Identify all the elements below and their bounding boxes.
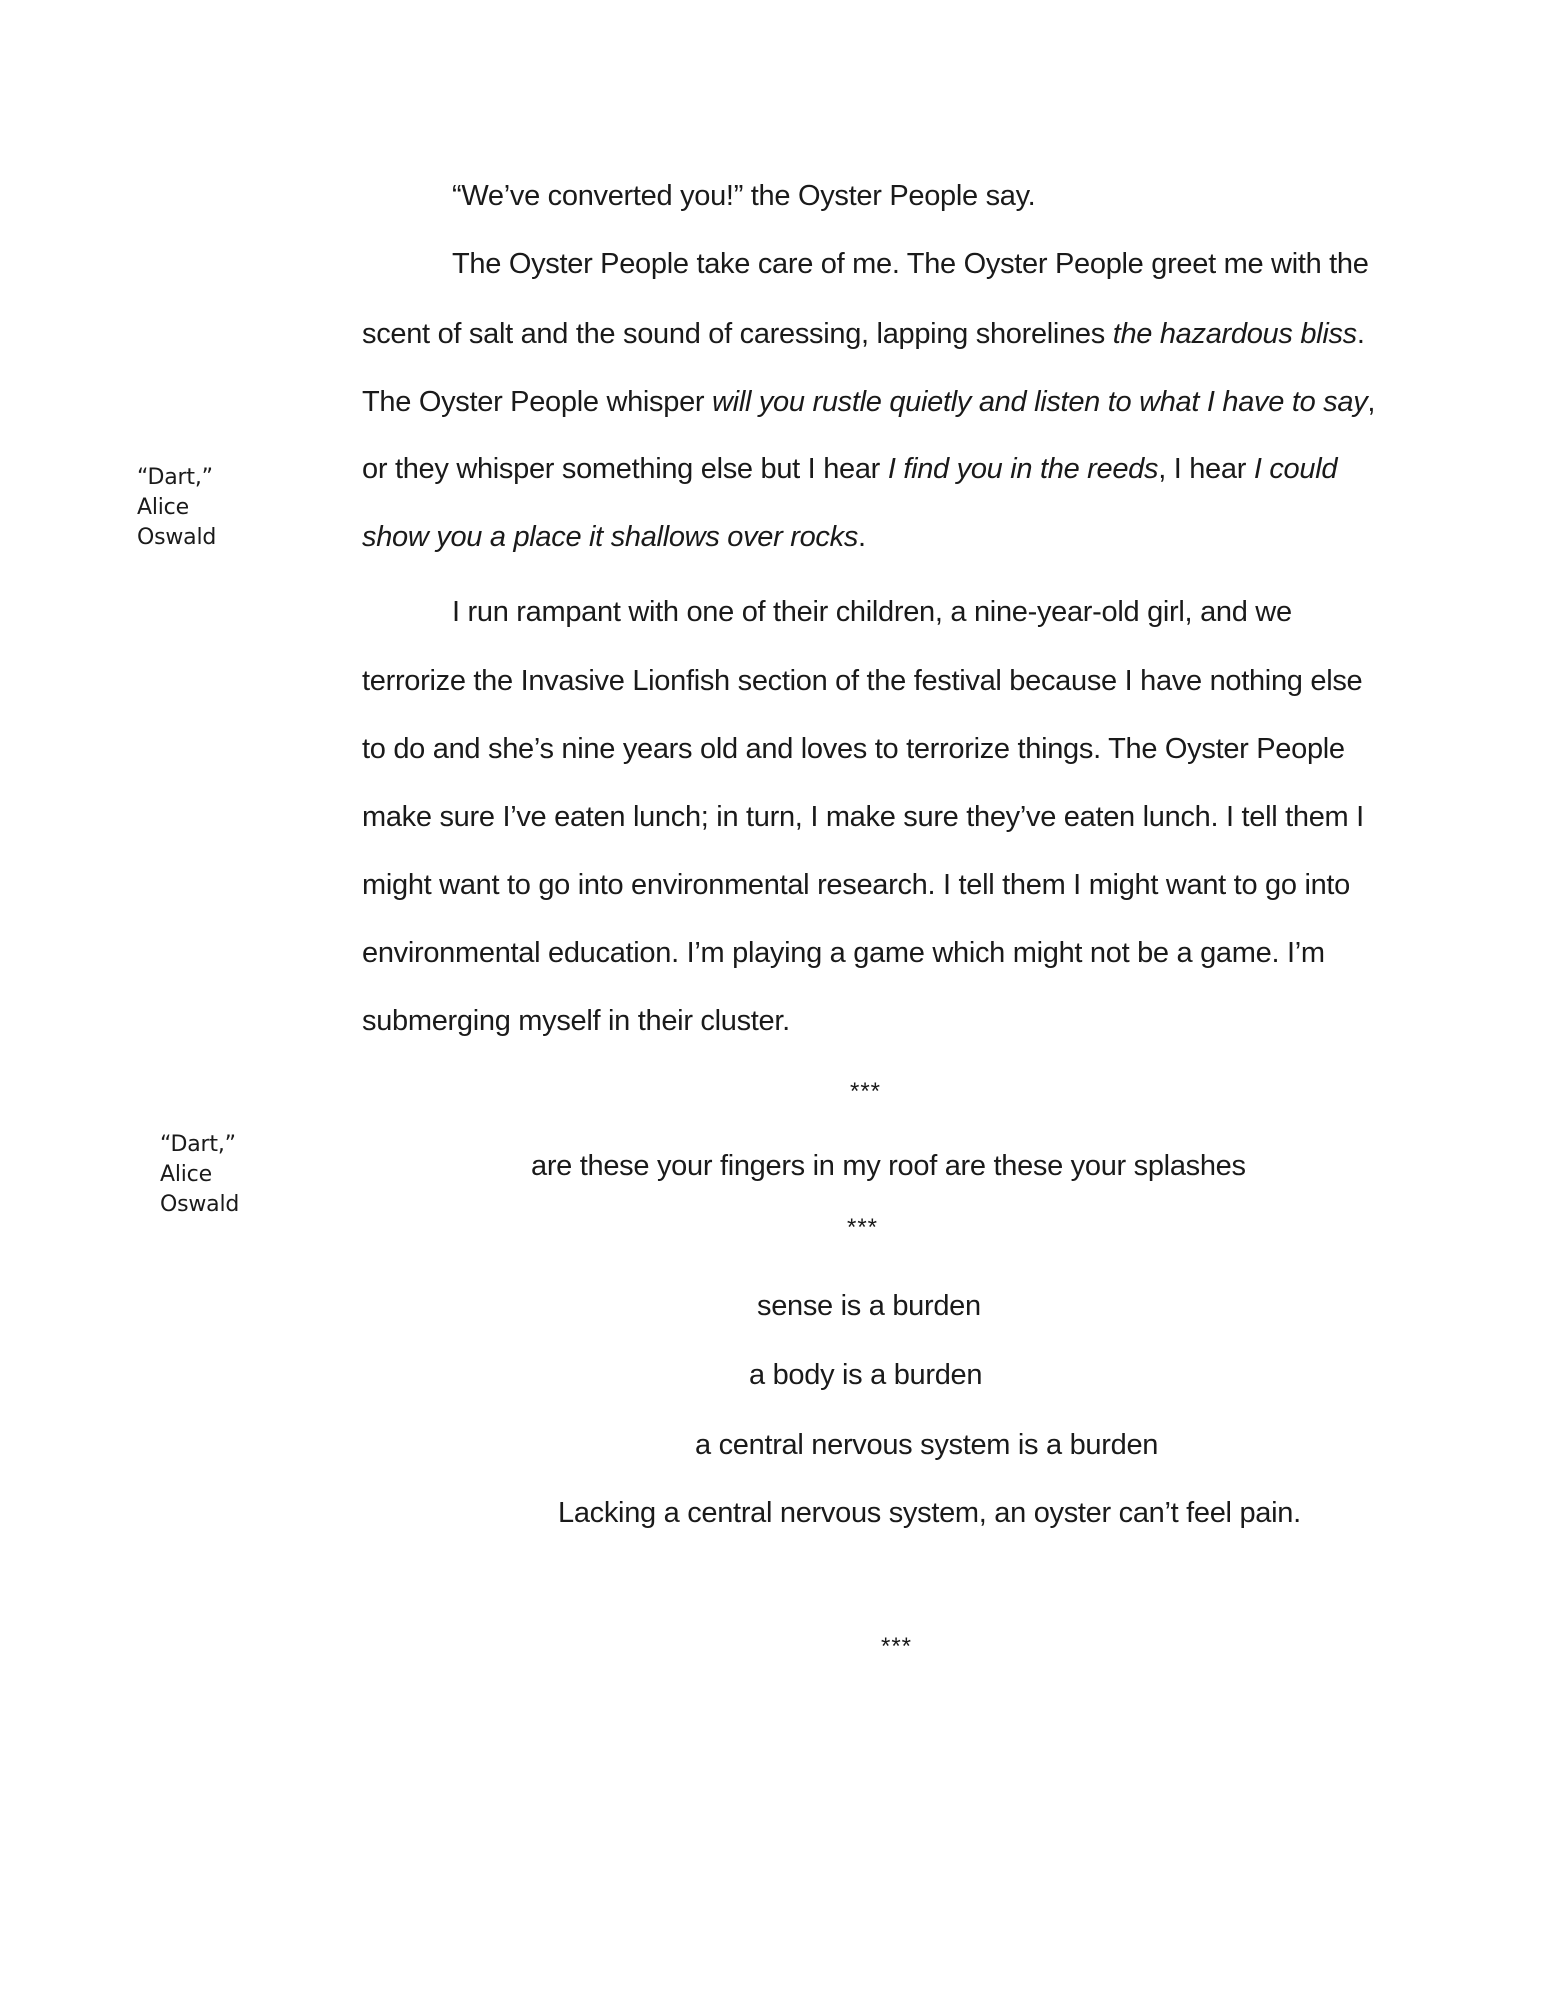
verse-line-2: a body is a burden xyxy=(749,1359,983,1391)
section-separator: *** xyxy=(847,1214,879,1241)
paragraph-2-line-2 xyxy=(362,318,1365,351)
paragraph-2-line-5 xyxy=(362,521,866,554)
margin-note-title: “Dart,” xyxy=(137,465,213,490)
text-run: scent of salt and the sound of caressing, lapping shorelines xyxy=(362,318,1113,350)
italic-quote: I find you in the reeds xyxy=(887,453,1159,485)
paragraph-3-line-7: submerging myself in their cluster. xyxy=(362,1005,790,1037)
text-run: , xyxy=(1367,386,1376,418)
paragraph-3-line-6: environmental education. I’m playing a game which might not be a game. I’m xyxy=(362,937,1325,969)
margin-note-author-first: Alice xyxy=(160,1162,212,1187)
paragraph-3-line-1: I run rampant with one of their children, a nine-year-old girl, and we xyxy=(452,596,1292,628)
italic-quote: I could xyxy=(1253,453,1338,485)
italic-quote: the hazardous bliss xyxy=(1112,318,1357,350)
text-run: or they whisper something else but I hear xyxy=(362,453,888,485)
margin-note-author-last: Oswald xyxy=(160,1192,240,1217)
text-run: . xyxy=(1356,318,1365,350)
margin-note-title: “Dart,” xyxy=(160,1132,236,1157)
paragraph-3-line-3: to do and she’s nine years old and loves to terrorize things. The Oyster People xyxy=(362,733,1345,765)
text-run: , I hear xyxy=(1158,453,1254,485)
margin-note-author-last: Oswald xyxy=(137,525,217,550)
verse-line-3: a central nervous system is a burden xyxy=(695,1429,1159,1461)
italic-quote: will you rustle quietly and listen to what I have to say xyxy=(712,386,1368,418)
section-separator: *** xyxy=(881,1633,913,1660)
epigraph-quote: are these your fingers in my roof are these your splashes xyxy=(531,1150,1246,1182)
paragraph-3-line-2: terrorize the Invasive Lionfish section of the festival because I have nothing else xyxy=(362,665,1363,697)
verse-line-1: sense is a burden xyxy=(757,1290,981,1322)
paragraph-1-line-1: “We’ve converted you!” the Oyster People say. xyxy=(452,180,1036,212)
paragraph-2-line-3 xyxy=(362,386,1375,419)
text-run: The Oyster People whisper xyxy=(362,386,713,418)
text-run: . xyxy=(858,521,866,553)
paragraph-3-line-5: might want to go into environmental research. I tell them I might want to go into xyxy=(362,869,1350,901)
paragraph-2-line-4 xyxy=(362,453,1337,486)
italic-quote: show you a place it shallows over rocks xyxy=(362,521,859,553)
verse-line-4: Lacking a central nervous system, an oyster can’t feel pain. xyxy=(558,1497,1301,1529)
paragraph-3-line-4: make sure I’ve eaten lunch; in turn, I make sure they’ve eaten lunch. I tell them I xyxy=(362,801,1364,833)
margin-note-author-first: Alice xyxy=(137,495,189,520)
paragraph-2-line-1: The Oyster People take care of me. The Oyster People greet me with the xyxy=(452,248,1369,280)
margin-note-citation-2 xyxy=(160,1130,239,1220)
margin-note-citation-1 xyxy=(137,463,216,553)
section-separator: *** xyxy=(850,1078,882,1105)
